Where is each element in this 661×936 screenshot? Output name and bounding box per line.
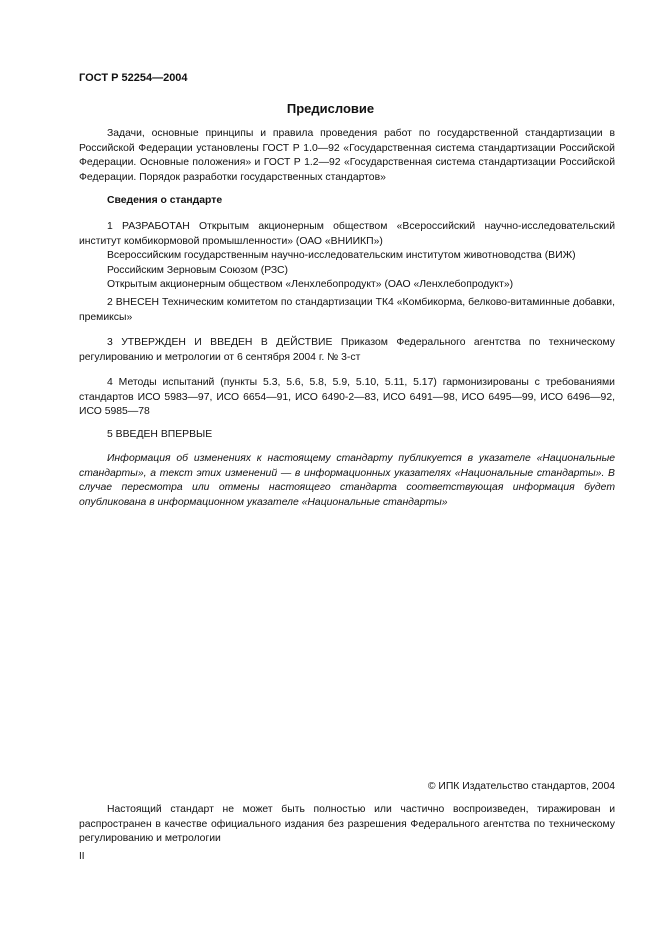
item-introduced [79, 296, 615, 325]
page-title: Предисловие [286, 101, 375, 116]
legal-text: Настоящий стандарт не может быть полностью или частично воспроизведен, тиражирован и распространен в качестве официального издания без разрешения Федерального агентства по техническому регулированию и метрологии [79, 804, 615, 845]
copyright-line: © ИПК Издательство стандартов, 2004 [427, 781, 615, 792]
item-introduced-text: 2 ВНЕСЕН Техническим комитетом по стандартизации ТК4 «Комбикорма, белково-витаминные добавки, премиксы» [79, 297, 615, 323]
item-approved-text: 3 УТВЕРЖДЕН И ВВЕДЕН В ДЕЙСТВИЕ Приказом Федерального агентства по техническому регулированию и метрологии от 6 сентября 2004 г. № 3-ст [79, 337, 615, 363]
intro-text: Задачи, основные принципы и правила проведения работ по государственной стандартизации в Российской Федерации установлены ГОСТ Р 1.0—92 «Государственная система стандартизации Российской Федерации. Основные положения» и ГОСТ Р 1.2—92 «Государственная система стандартизации Российской Федерации. Порядок разработки государственных стандартов» [79, 128, 615, 183]
standard-code: ГОСТ Р 52254—2004 [79, 72, 188, 84]
item-harmonized [79, 376, 615, 420]
page-number: II [79, 851, 85, 862]
item-first [79, 428, 615, 443]
item-developed-text: 1 РАЗРАБОТАН Открытым акционерным обществом «Всероссийский научно-исследовательский институт комбикормовой промышленности» (ОАО «ВНИИКП») [79, 221, 615, 247]
notice-paragraph [79, 452, 615, 510]
legal-paragraph [79, 803, 615, 847]
notice-text: Информация об изменениях к настоящему стандарту публикуется в указателе «Национальные стандарты», а текст этих изменений — в информационных указателях «Национальные стандарты». В случае пересмотра или отмены настоящего стандарта соответствующая информация будет опубликована в информационном указателе «Национальные стандарты» [79, 453, 615, 508]
item-developed-3: Российским Зерновым Союзом (РЗС) [107, 264, 289, 276]
item-first-text: 5 ВВЕДЕН ВПЕРВЫЕ [107, 429, 213, 440]
item-developed [79, 220, 615, 293]
item-developed-2: Всероссийским государственным научно-исследовательским институтом животноводства (ВИЖ) [107, 250, 576, 262]
info-heading: Сведения о стандарте [107, 195, 223, 206]
item-approved [79, 336, 615, 365]
item-developed-4: Открытым акционерным обществом «Ленхлебопродукт» (ОАО «Ленхлебопродукт») [107, 279, 514, 291]
intro-paragraph [79, 127, 615, 185]
item-harmonized-text: 4 Методы испытаний (пункты 5.3, 5.6, 5.8, 5.9, 5.10, 5.11, 5.17) гармонизированы с требованиями стандартов ИСО 5983—97, ИСО 6654—91, ИСО 6490-2—83, ИСО 6491—98, ИСО 6495—99, ИСО 6496—92, ИСО 5985—78 [79, 377, 615, 418]
